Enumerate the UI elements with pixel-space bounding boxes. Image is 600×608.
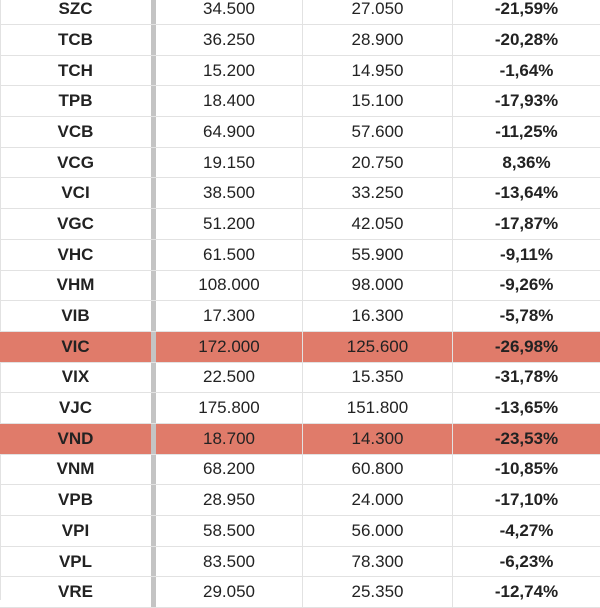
change-cell[interactable]: 8,36% bbox=[502, 152, 551, 172]
table-row[interactable] bbox=[0, 25, 600, 56]
price-before-cell[interactable]: 175.800 bbox=[156, 393, 303, 423]
price-after-cell[interactable]: 25.350 bbox=[303, 577, 453, 607]
table-row[interactable] bbox=[0, 209, 600, 240]
change-cell[interactable]: -6,23% bbox=[499, 551, 554, 571]
ticker-cell[interactable]: VGC bbox=[57, 213, 94, 233]
change-cell[interactable]: -21,59% bbox=[494, 0, 559, 19]
change-cell[interactable]: -11,25% bbox=[495, 121, 558, 141]
price-after-cell[interactable]: 125.600 bbox=[303, 332, 453, 362]
table-row[interactable] bbox=[0, 178, 600, 209]
price-before-cell[interactable]: 22.500 bbox=[156, 363, 303, 393]
table-row[interactable] bbox=[0, 577, 600, 608]
price-after-cell[interactable]: 27.050 bbox=[303, 0, 453, 24]
change-cell[interactable]: -31,78% bbox=[494, 367, 559, 387]
price-before-cell[interactable]: 18.700 bbox=[156, 424, 303, 454]
price-after-cell[interactable]: 15.100 bbox=[303, 86, 453, 116]
price-before-cell[interactable]: 34.500 bbox=[156, 0, 303, 24]
price-before-cell[interactable]: 51.200 bbox=[156, 209, 303, 239]
table-row[interactable] bbox=[0, 485, 600, 516]
change-cell[interactable]: -20,28% bbox=[494, 29, 559, 49]
ticker-cell[interactable]: VIB bbox=[61, 306, 90, 326]
table-row[interactable] bbox=[0, 86, 600, 117]
price-before-cell[interactable]: 36.250 bbox=[156, 25, 303, 55]
table-row[interactable] bbox=[0, 455, 600, 486]
table-row[interactable] bbox=[0, 301, 600, 332]
price-before-cell[interactable]: 19.150 bbox=[156, 148, 303, 178]
ticker-cell[interactable]: VPI bbox=[61, 520, 90, 540]
price-after-cell[interactable]: 33.250 bbox=[303, 178, 453, 208]
change-cell[interactable]: -13,64% bbox=[494, 183, 559, 203]
price-before-cell[interactable]: 172.000 bbox=[156, 332, 303, 362]
price-after-cell[interactable]: 15.350 bbox=[303, 363, 453, 393]
price-after-cell[interactable]: 14.950 bbox=[303, 56, 453, 86]
price-after-cell[interactable]: 151.800 bbox=[303, 393, 453, 423]
price-after-cell[interactable]: 16.300 bbox=[303, 301, 453, 331]
price-after-cell[interactable]: 55.900 bbox=[303, 240, 453, 270]
price-after-cell[interactable]: 42.050 bbox=[303, 209, 453, 239]
table-row[interactable] bbox=[0, 547, 600, 578]
table-row[interactable] bbox=[0, 240, 600, 271]
change-cell[interactable]: -17,93% bbox=[494, 91, 559, 111]
table-row[interactable] bbox=[0, 0, 600, 25]
price-after-cell[interactable]: 14.300 bbox=[303, 424, 453, 454]
change-cell[interactable]: -9,26% bbox=[499, 275, 554, 295]
table-row[interactable] bbox=[0, 332, 600, 363]
ticker-cell[interactable]: TCH bbox=[58, 60, 93, 80]
price-after-cell[interactable]: 57.600 bbox=[303, 117, 453, 147]
price-after-cell[interactable]: 20.750 bbox=[303, 148, 453, 178]
price-before-cell[interactable]: 38.500 bbox=[156, 178, 303, 208]
change-cell[interactable]: -13,65% bbox=[494, 398, 559, 418]
table-row[interactable] bbox=[0, 56, 600, 87]
price-after-cell[interactable]: 28.900 bbox=[303, 25, 453, 55]
ticker-cell[interactable]: VPB bbox=[58, 490, 93, 510]
change-cell[interactable]: -12,74% bbox=[494, 582, 559, 602]
ticker-cell[interactable]: VCI bbox=[61, 183, 90, 203]
change-cell[interactable]: -1,64% bbox=[499, 60, 554, 80]
change-cell[interactable]: -5,78% bbox=[499, 306, 554, 326]
price-after-cell[interactable]: 56.000 bbox=[303, 516, 453, 546]
table-row[interactable] bbox=[0, 424, 600, 455]
table-row[interactable] bbox=[0, 516, 600, 547]
price-after-cell[interactable]: 78.300 bbox=[303, 547, 453, 577]
table-row[interactable] bbox=[0, 393, 600, 424]
table-row[interactable] bbox=[0, 148, 600, 179]
table-row[interactable] bbox=[0, 363, 600, 394]
ticker-cell[interactable]: VRE bbox=[58, 582, 93, 602]
change-cell[interactable]: -26,98% bbox=[494, 336, 559, 356]
price-before-cell[interactable]: 29.050 bbox=[156, 577, 303, 607]
ticker-cell[interactable]: VND bbox=[57, 428, 94, 448]
price-after-cell[interactable]: 60.800 bbox=[303, 455, 453, 485]
price-after-cell[interactable]: 98.000 bbox=[303, 271, 453, 301]
ticker-cell[interactable]: VNM bbox=[56, 459, 95, 479]
price-before-cell[interactable]: 28.950 bbox=[156, 485, 303, 515]
ticker-cell[interactable]: VCG bbox=[57, 152, 94, 172]
ticker-cell[interactable]: TCB bbox=[58, 29, 93, 49]
ticker-cell[interactable]: VCB bbox=[57, 121, 94, 141]
price-before-cell[interactable]: 17.300 bbox=[156, 301, 303, 331]
ticker-cell[interactable]: VJC bbox=[58, 398, 93, 418]
table-row[interactable] bbox=[0, 271, 600, 302]
ticker-cell[interactable]: VIX bbox=[61, 367, 90, 387]
change-cell[interactable]: -17,87% bbox=[494, 213, 559, 233]
ticker-cell[interactable]: TPB bbox=[58, 91, 93, 111]
price-before-cell[interactable]: 108.000 bbox=[156, 271, 303, 301]
price-before-cell[interactable]: 15.200 bbox=[156, 56, 303, 86]
price-after-cell[interactable]: 24.000 bbox=[303, 485, 453, 515]
change-cell[interactable]: -4,27% bbox=[499, 520, 554, 540]
price-before-cell[interactable]: 64.900 bbox=[156, 117, 303, 147]
price-before-cell[interactable]: 83.500 bbox=[156, 547, 303, 577]
change-cell[interactable]: -23,53% bbox=[494, 428, 559, 448]
ticker-cell[interactable]: SZC bbox=[58, 0, 93, 19]
price-before-cell[interactable]: 18.400 bbox=[156, 86, 303, 116]
change-cell[interactable]: -17,10% bbox=[494, 490, 559, 510]
price-before-cell[interactable]: 68.200 bbox=[156, 455, 303, 485]
change-cell[interactable]: -9,11% bbox=[500, 244, 553, 264]
change-cell[interactable]: -10,85% bbox=[494, 459, 559, 479]
table-row[interactable] bbox=[0, 117, 600, 148]
ticker-cell[interactable]: VHC bbox=[57, 244, 94, 264]
ticker-cell[interactable]: VHM bbox=[56, 275, 95, 295]
ticker-cell[interactable]: VPL bbox=[58, 551, 93, 571]
price-before-cell[interactable]: 61.500 bbox=[156, 240, 303, 270]
ticker-cell[interactable]: VIC bbox=[61, 336, 90, 356]
price-before-cell[interactable]: 58.500 bbox=[156, 516, 303, 546]
